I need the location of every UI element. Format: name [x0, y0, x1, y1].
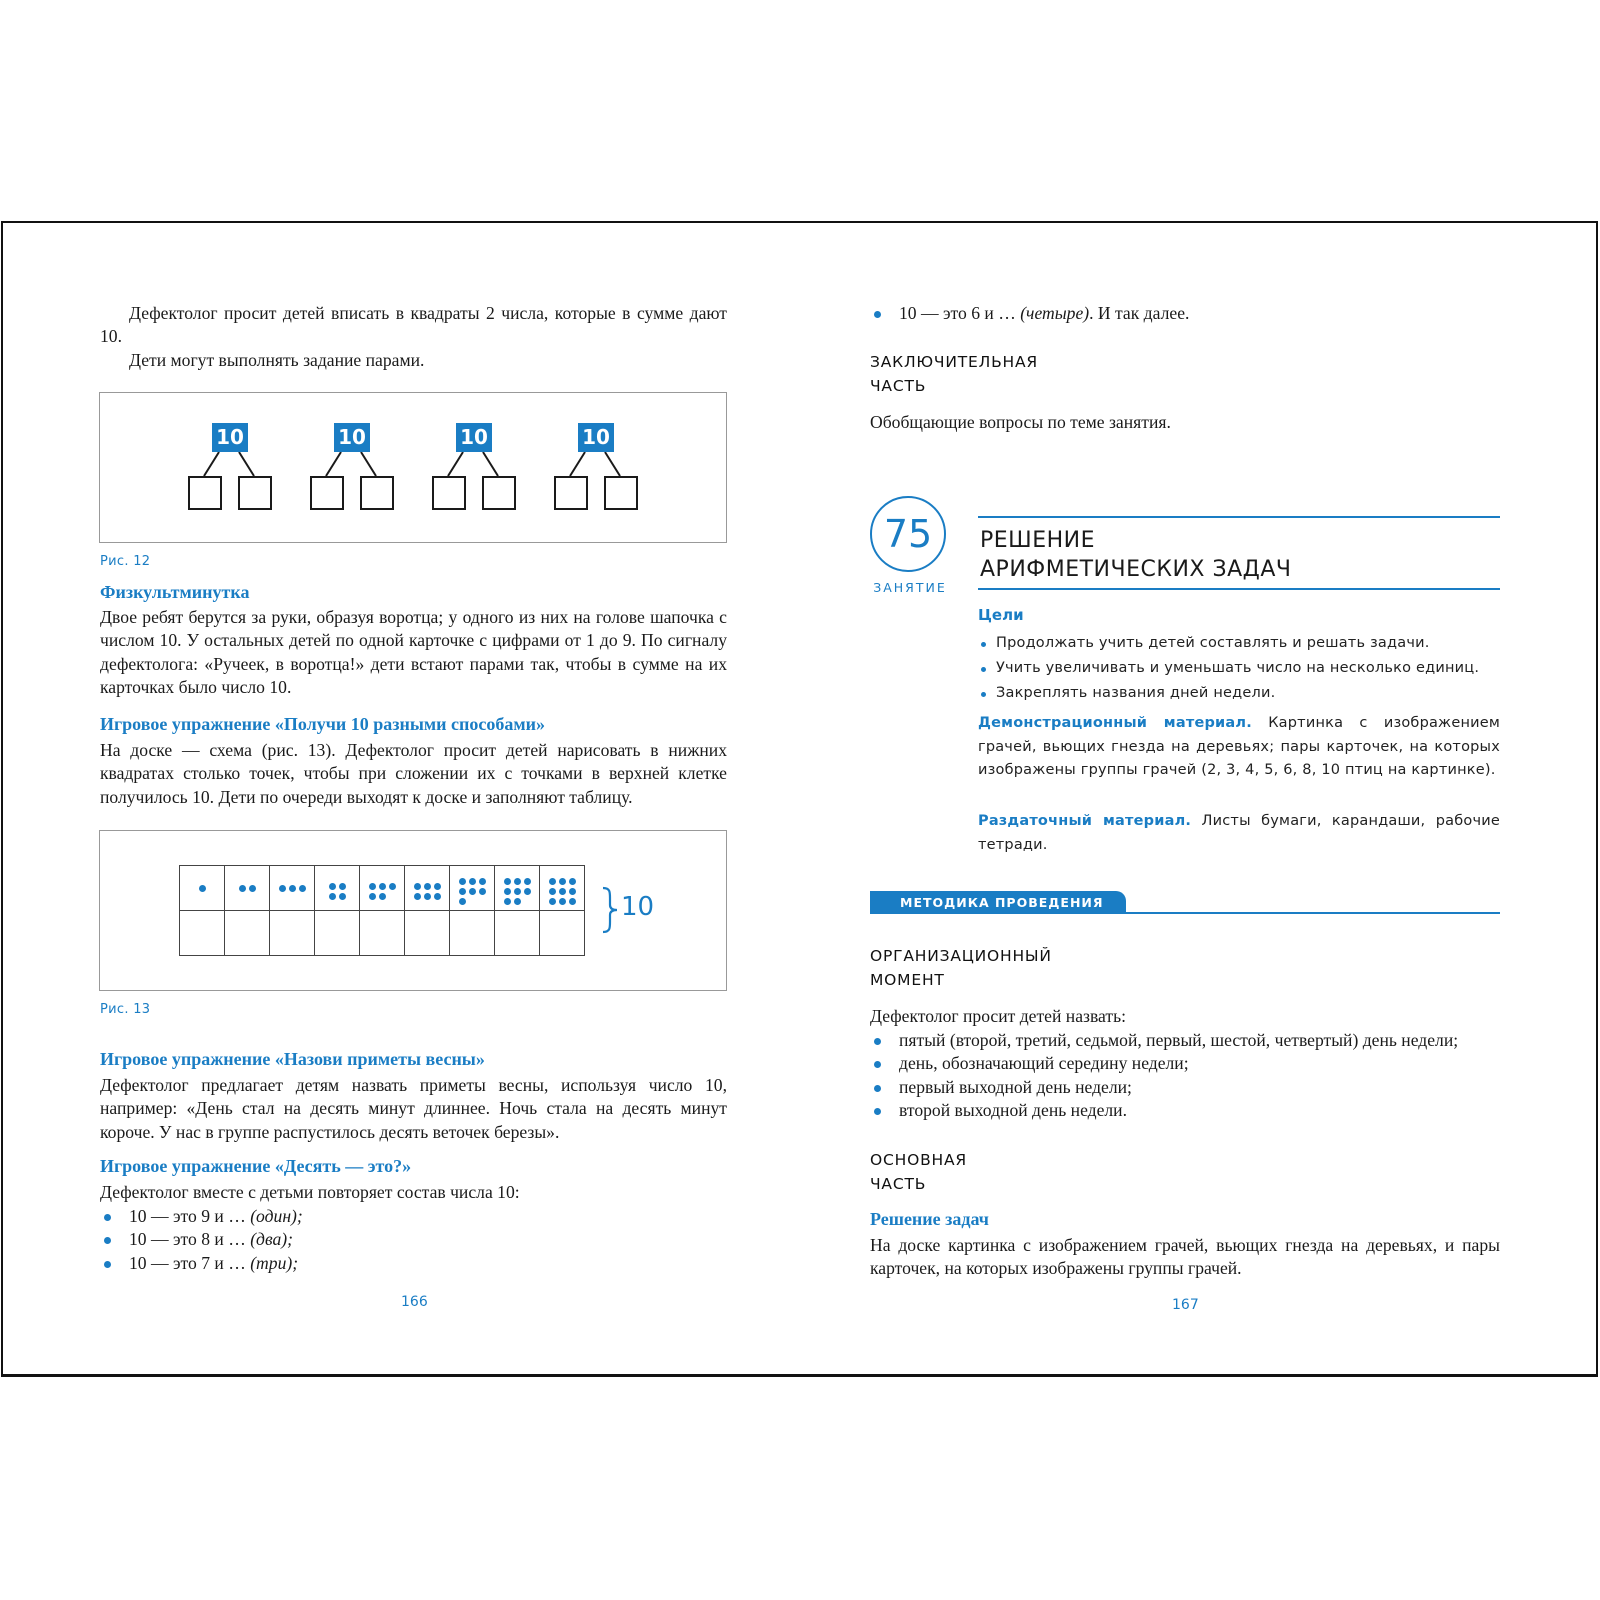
empty-square [188, 476, 222, 510]
dot-table [179, 865, 585, 956]
org-list [870, 1029, 1510, 1123]
goals-heading: Цели [978, 606, 1024, 624]
sum-box-2: 10 [334, 423, 370, 452]
sum-box-4: 10 [578, 423, 614, 452]
dot-cell-5 [360, 866, 405, 911]
list-item: Продолжать учить детей составлять и решать задачи. [978, 631, 1503, 656]
branch-line [483, 452, 498, 476]
dot [329, 883, 336, 890]
empty-cell [180, 911, 225, 956]
branch-line [204, 452, 219, 476]
list-item: 10 — это 8 и … (два); [100, 1228, 727, 1251]
dot [469, 878, 476, 885]
handout-material: Раздаточный материал. Листы бумаги, карандаши, рабочие тетради. [978, 813, 1500, 853]
dot-cell-8 [495, 866, 540, 911]
game3-list [100, 1205, 727, 1275]
branch-line [239, 452, 254, 476]
game3-heading: Игровое упражнение «Десять — это?» [100, 1156, 412, 1176]
dot [524, 888, 531, 895]
list-item: 10 — это 6 и … (четыре). И так далее. [870, 302, 1500, 325]
dot [549, 878, 556, 885]
dot [559, 898, 566, 905]
empty-cell [405, 911, 450, 956]
brace-icon [600, 886, 620, 934]
dot [479, 878, 486, 885]
demo-material: Демонстрационный материал. Картинка с изображением грачей, вьющих гнезда на деревьях; пары карточек, на которых изображены группы грачей (2, 3, 4, 5, 6, 8, 10 птиц на картинке). [978, 715, 1501, 778]
dot [369, 893, 376, 900]
dot-group [279, 885, 306, 892]
dot [559, 888, 566, 895]
fizkult-heading: Физкультминутка [100, 582, 250, 602]
game1-heading: Игровое упражнение «Получи 10 разными способами» [100, 714, 546, 734]
method-tab: МЕТОДИКА ПРОВЕДЕНИЯ [870, 891, 1126, 914]
lesson-title: РЕШЕНИЕ АРИФМЕТИЧЕСКИХ ЗАДАЧ [980, 528, 1292, 582]
game2-heading: Игровое упражнение «Назови приметы весны» [100, 1049, 485, 1069]
dot [459, 878, 466, 885]
fizkult-text: Двое ребят берутся за руки, образуя воротца; у одного из них на голове шапочка с числом 10. У остальных детей по одной карточке с цифрами от 1 до 9. По сигналу дефектолога: «Ручеек, в воротца!» дети встают парами так, чтобы в сумме на их карточках было число 10. [100, 607, 727, 698]
dot-group [329, 883, 346, 900]
lesson-title-rule-top [978, 516, 1500, 518]
empty-square [310, 476, 344, 510]
branch-line [605, 452, 620, 476]
list-item: пятый (второй, третий, седьмой, первый, шестой, четвертый) день недели; [870, 1029, 1510, 1052]
dot [369, 883, 376, 890]
main-part-subheading: Решение задач [870, 1209, 989, 1229]
lesson-title-rule-bottom [978, 588, 1500, 590]
dot [339, 883, 346, 890]
list-item: Закреплять названия дней недели. [978, 681, 1503, 706]
main-part-heading: ОСНОВНАЯ ЧАСТЬ [870, 1151, 967, 1193]
dot [379, 883, 386, 890]
org-heading: ОРГАНИЗАЦИОННЫЙ МОМЕНТ [870, 947, 1052, 989]
list-item: 10 — это 9 и … (один); [100, 1205, 727, 1228]
empty-cell [270, 911, 315, 956]
dot [524, 878, 531, 885]
sum-box-1: 10 [212, 423, 248, 452]
empty-row [180, 911, 585, 956]
dot-cell-7 [450, 866, 495, 911]
dot [549, 898, 556, 905]
dot-cell-9 [540, 866, 585, 911]
dot [434, 893, 441, 900]
dot [549, 888, 556, 895]
main-part-text: На доске картинка с изображением грачей, вьющих гнезда на деревьях, и пары карточек, на которых изображены группы грачей. [870, 1235, 1500, 1279]
dot-group [504, 878, 531, 905]
dot [329, 893, 336, 900]
lesson-number: 75 [883, 512, 933, 556]
dot [389, 883, 396, 890]
dot-group [459, 878, 486, 905]
empty-cell [315, 911, 360, 956]
dot-cell-3 [270, 866, 315, 911]
game3-text: Дефектолог вместе с детьми повторяет состав числа 10: [100, 1182, 520, 1202]
dot [514, 898, 521, 905]
empty-cell [450, 911, 495, 956]
empty-cell [540, 911, 585, 956]
dot [299, 885, 306, 892]
final-part-heading: ЗАКЛЮЧИТЕЛЬНАЯ ЧАСТЬ [870, 353, 1038, 395]
empty-square [238, 476, 272, 510]
dot-group [549, 878, 576, 905]
game2-text: Дефектолог предлагает детям назвать приметы весны, используя число 10, например: «День стал на десять минут длиннее. Ночь стала на десять минут короче. У нас в группе распустилось десять веточек березы». [100, 1075, 727, 1142]
dot [559, 878, 566, 885]
empty-cell [225, 911, 270, 956]
page-number-left: 166 [401, 1294, 428, 1310]
dot-group [239, 885, 256, 892]
dot [414, 893, 421, 900]
dot [249, 885, 256, 892]
dot-group [199, 885, 206, 892]
page-number-right: 167 [1172, 1297, 1199, 1313]
list-item: 10 — это 7 и … (три); [100, 1252, 727, 1275]
sum-box-3: 10 [456, 423, 492, 452]
top-list [870, 302, 1500, 325]
dot-row [180, 866, 585, 911]
dot [569, 878, 576, 885]
empty-square [432, 476, 466, 510]
dot-cell-6 [405, 866, 450, 911]
dot [569, 888, 576, 895]
dot-cell-4 [315, 866, 360, 911]
figure-12-caption: Рис. 12 [100, 554, 151, 569]
dot [514, 878, 521, 885]
intro-paragraph-1: Дефектолог просит детей вписать в квадраты 2 числа, которые в сумме дают 10. [100, 303, 727, 347]
empty-cell [495, 911, 540, 956]
intro-paragraph-2: Дети могут выполнять задание парами. [129, 350, 425, 370]
branch-line [326, 452, 341, 476]
dot [279, 885, 286, 892]
dot [424, 893, 431, 900]
dot [239, 885, 246, 892]
figure-13-sum-label: 10 [621, 892, 655, 922]
empty-square [604, 476, 638, 510]
final-part-text: Обобщающие вопросы по теме занятия. [870, 412, 1171, 432]
dot-group [369, 883, 396, 900]
dot [569, 898, 576, 905]
dot [504, 878, 511, 885]
figure-13-caption: Рис. 13 [100, 1002, 151, 1017]
lesson-number-circle [870, 496, 946, 572]
branch-line [361, 452, 376, 476]
list-item: первый выходной день недели; [870, 1076, 1510, 1099]
dot [504, 888, 511, 895]
dot [424, 883, 431, 890]
goals-list [978, 631, 1503, 706]
list-item: день, обозначающий середину недели; [870, 1052, 1510, 1075]
lesson-label: ЗАНЯТИЕ [873, 580, 947, 595]
dot [414, 883, 421, 890]
game1-text: На доске — схема (рис. 13). Дефектолог просит детей нарисовать в нижних квадратах столько точек, чтобы при сложении их с точками в верхней клетке получилось 10. Дети по очереди выходят к доске и заполняют таблицу. [100, 740, 727, 807]
dot [379, 893, 386, 900]
dot [514, 888, 521, 895]
dot [459, 888, 466, 895]
dot [479, 888, 486, 895]
dot [459, 898, 466, 905]
figure-12-lines [0, 0, 800, 600]
branch-line [448, 452, 463, 476]
dot-group [414, 883, 441, 900]
branch-line [570, 452, 585, 476]
empty-square [482, 476, 516, 510]
empty-cell [360, 911, 405, 956]
empty-square [360, 476, 394, 510]
dot-cell-1 [180, 866, 225, 911]
dot [434, 883, 441, 890]
dot [289, 885, 296, 892]
dot-cell-2 [225, 866, 270, 911]
empty-square [554, 476, 588, 510]
dot [504, 898, 511, 905]
dot [469, 888, 476, 895]
list-item: второй выходной день недели. [870, 1099, 1510, 1122]
org-text: Дефектолог просит детей назвать: [870, 1006, 1127, 1026]
list-item: Учить увеличивать и уменьшать число на несколько единиц. [978, 656, 1503, 681]
dot [339, 893, 346, 900]
dot [199, 885, 206, 892]
